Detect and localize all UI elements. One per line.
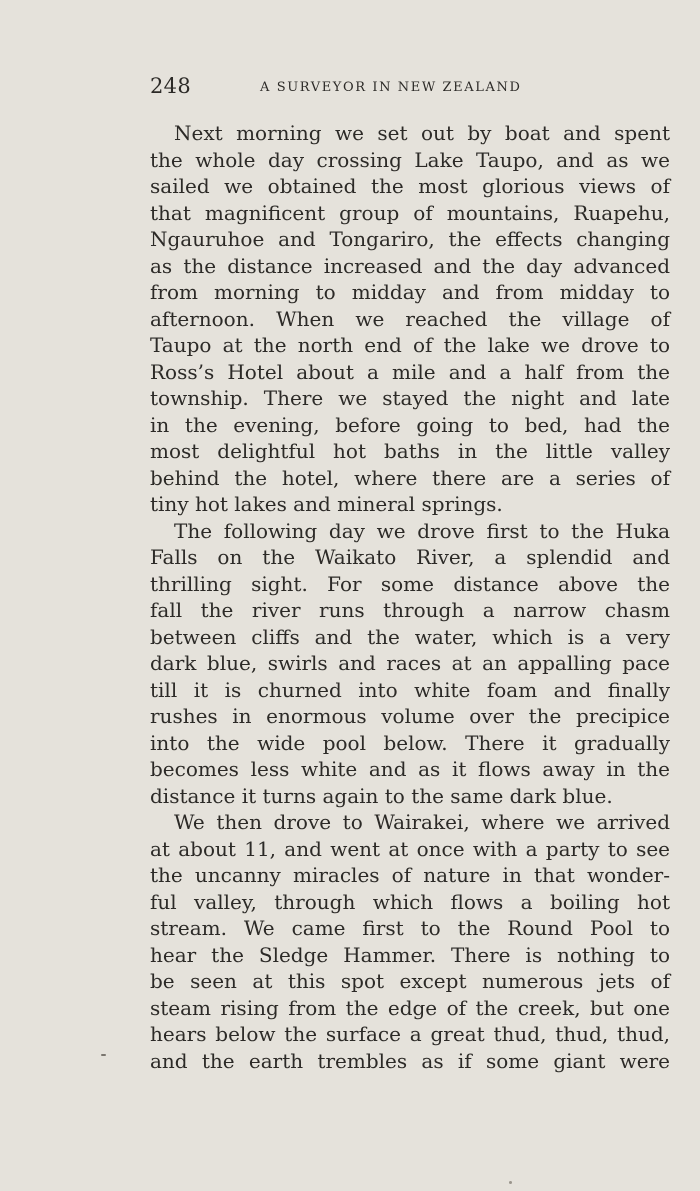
text-line: hears below the surface a great thud, thud, thud, <box>150 1022 670 1046</box>
text-line: Next morning we set out by boat and spent <box>174 121 670 145</box>
text-line: into the wide pool below. There it gradually <box>150 730 670 755</box>
text-line: ful valley, through which flows a boiling hot <box>150 889 670 914</box>
text-line: as the distance increased and the day advanced <box>150 253 670 278</box>
text-line: at about 11, and went at once with a party to see <box>150 836 670 861</box>
text-line: behind the hotel, where there are a series of <box>150 465 670 490</box>
text-line: most delightful hot baths in the little valley <box>150 439 670 463</box>
scan-speck <box>509 1181 512 1184</box>
text-line: becomes less white and as it flows away in the <box>150 757 670 781</box>
text-line: the whole day crossing Lake Taupo, and as we <box>150 147 670 172</box>
text-line: We then drove to Wairakei, where we arrived <box>174 810 670 834</box>
text-line: hear the Sledge Hammer. There is nothing to <box>150 942 670 967</box>
text-line: that magnificent group of mountains, Ruapehu, <box>150 200 670 225</box>
text-line: township. There we stayed the night and late <box>150 386 670 410</box>
text-line: The following day we drove first to the Huka <box>174 518 670 543</box>
text-line: steam rising from the edge of the creek, but one <box>150 995 670 1020</box>
text-line: stream. We came first to the Round Pool to <box>150 916 670 940</box>
text-line: tiny hot lakes and mineral springs. <box>150 492 503 516</box>
text-line: afternoon. When we reached the village of <box>150 306 670 331</box>
text-line: in the evening, before going to bed, had the <box>150 412 670 437</box>
text-line: be seen at this spot except numerous jets of <box>150 969 670 993</box>
text-line: dark blue, swirls and races at an appalling pace <box>150 651 670 675</box>
text-line: sailed we obtained the most glorious views of <box>150 174 670 198</box>
running-title: A SURVEYOR IN NEW ZEALAND <box>260 80 522 95</box>
text-line: Falls on the Waikato River, a splendid and <box>150 545 670 569</box>
text-line: thrilling sight. For some distance above the <box>150 571 670 596</box>
text-line: the uncanny miracles of nature in that wonder- <box>150 863 670 887</box>
text-line: and the earth trembles as if some giant were <box>150 1048 670 1073</box>
text-line: Taupo at the north end of the lake we drove to <box>150 333 670 357</box>
text-line: rushes in enormous volume over the precipice <box>150 704 670 728</box>
margin-mark <box>101 1054 106 1056</box>
text-line: till it is churned into white foam and finally <box>150 677 670 702</box>
text-line: Ngauruhoe and Tongariro, the effects changing <box>150 227 670 251</box>
text-line: Ross’s Hotel about a mile and a half from the <box>150 359 670 384</box>
page-number: 248 <box>150 74 191 98</box>
body-text <box>150 120 670 1074</box>
text-line: between cliffs and the water, which is a very <box>150 624 670 649</box>
text-line: from morning to midday and from midday to <box>150 280 670 304</box>
text-line: fall the river runs through a narrow chasm <box>150 598 670 622</box>
text-line: distance it turns again to the same dark blue. <box>150 783 613 808</box>
